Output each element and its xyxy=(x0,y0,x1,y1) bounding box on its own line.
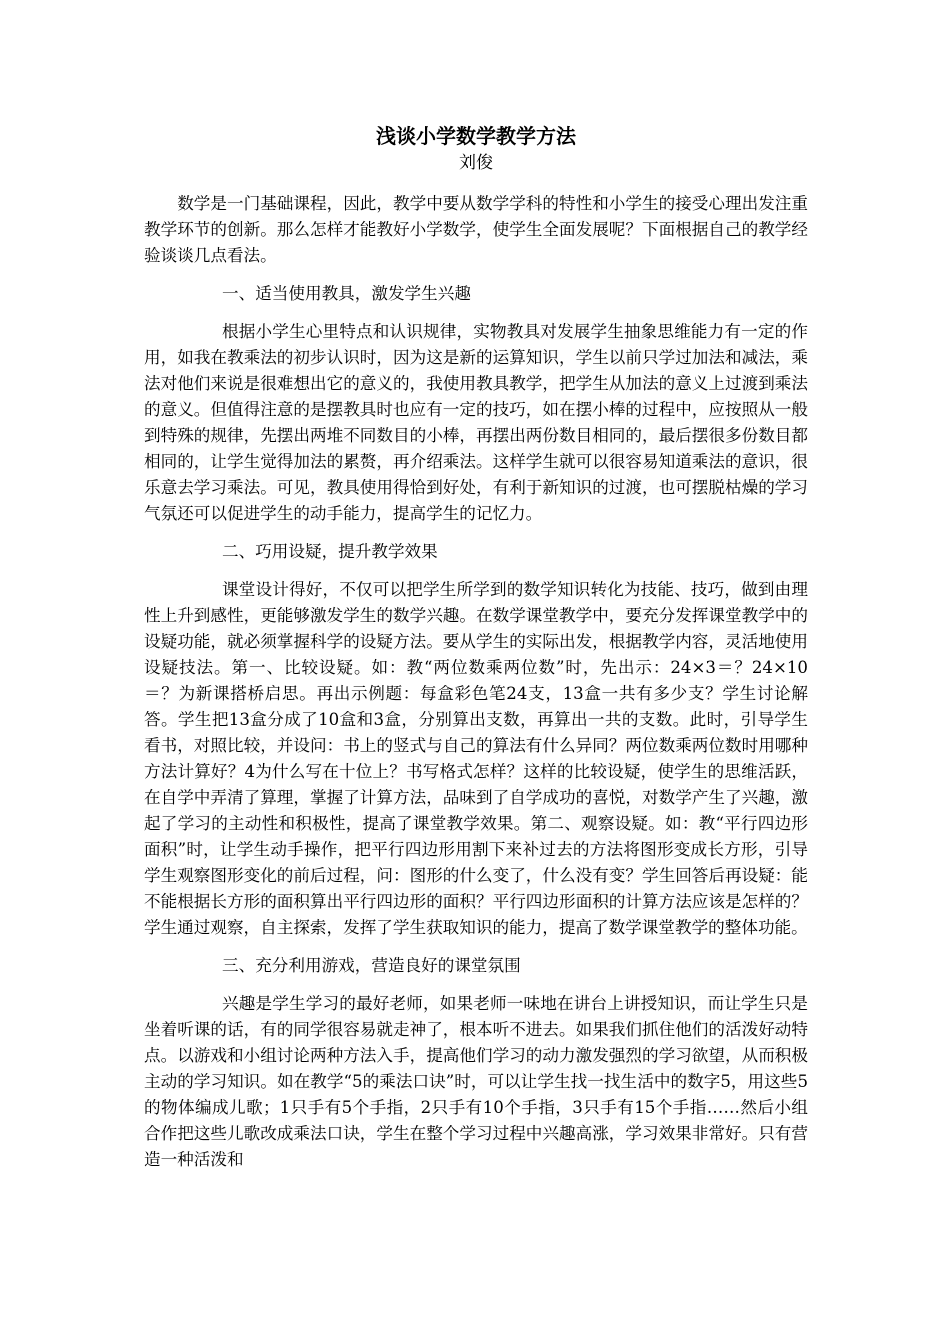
section-body-1: 根据小学生心里特点和认识规律，实物教具对发展学生抽象思维能力有一定的作用，如我在教乘法的初步认识时，因为这是新的运算知识，学生以前只学过加法和减法，乘法对他们来说是很难想出它的意义的，我使用教具教学，把学生从加法的意义上过渡到乘法的意义。但值得注意的是摆教具时也应有一定的技巧，如在摆小棒的过程中，应按照从一般到特殊的规律，先摆出两堆不同数目的小棒，再摆出两份数目相同的，最后摆很多份数目都相同的，让学生觉得加法的累赘，再介绍乘法。这样学生就可以很容易知道乘法的意识，很乐意去学习乘法。可见，教具使用得恰到好处，有利于新知识的过渡，也可摆脱枯燥的学习气氛还可以促进学生的动手能力，提高学生的记忆力。 xyxy=(144,322,808,523)
document-title: 浅谈小学数学教学方法 xyxy=(376,124,576,148)
section-body-2: 课堂设计得好，不仅可以把学生所学到的数学知识转化为技能、技巧，做到由理性上升到感性，更能够激发学生的数学兴趣。在数学课堂教学中，要充分发挥课堂教学中的设疑功能，就必须掌握科学的设疑方法。要从学生的实际出发，根据教学内容，灵活地使用设疑技法。第一、比较设疑。如：教“两位数乘两位数”时，先出示：24×3＝？24×10＝？为新课搭桥启思。再出示例题：每盒彩色笔24支，13盒一共有多少支？学生讨论解答。学生把13盒分成了10盒和3盒，分别算出支数，再算出一共的支数。此时，引导学生看书，对照比较，并设问：书上的竖式与自己的算法有什么异同？两位数乘两位数时用哪种方法计算好？4为什么写在十位上？书写格式怎样？这样的比较设疑，使学生的思维活跃，在自学中弄清了算理，掌握了计算方法，品味到了自学成功的喜悦，对数学产生了兴趣，激起了学习的主动性和积极性，提高了课堂教学效果。第二、观察设疑。如：教“平行四边形面积”时，让学生动手操作，把平行四边形用割下来补过去的方法将图形变成长方形，引导学生观察图形变化的前后过程，问：图形的什么变了，什么没有变？学生回答后再设疑：能不能根据长方形的面积算出平行四边形的面积？平行四边形面积的计算方法应该是怎样的？学生通过观察，自主探索，发挥了学生获取知识的能力，提高了数学课堂教学的整体功能。 xyxy=(144,580,808,937)
document-author: 刘俊 xyxy=(459,153,493,173)
section-heading-1: 一、适当使用教具，激发学生兴趣 xyxy=(222,284,471,303)
section-heading-2: 二、巧用设疑，提升教学效果 xyxy=(222,542,438,561)
document-page xyxy=(144,121,808,1185)
section-heading-3: 三、充分利用游戏，营造良好的课堂氛围 xyxy=(222,956,521,975)
intro-paragraph: 数学是一门基础课程，因此，教学中要从数学学科的特性和小学生的接受心理出发注重教学环节的创新。那么怎样才能教好小学数学，使学生全面发展呢？下面根据自己的教学经验谈谈几点看法。 xyxy=(144,194,808,265)
section-body-3: 兴趣是学生学习的最好老师，如果老师一味地在讲台上讲授知识，而让学生只是坐着听课的话，有的同学很容易就走神了，根本听不进去。如果我们抓住他们的活泼好动特点。以游戏和小组讨论两种方法入手，提高他们学习的动力激发强烈的学习欲望，从而积极主动的学习知识。如在教学“5的乘法口诀”时，可以让学生找一找生活中的数字5，用这些5的物体编成儿歌；1只手有5个手指，2只手有10个手指，3只手有15个手指……然后小组合作把这些儿歌改成乘法口诀，学生在整个学习过程中兴趣高涨，学习效果非常好。只有营造一种活泼和 xyxy=(144,994,808,1169)
